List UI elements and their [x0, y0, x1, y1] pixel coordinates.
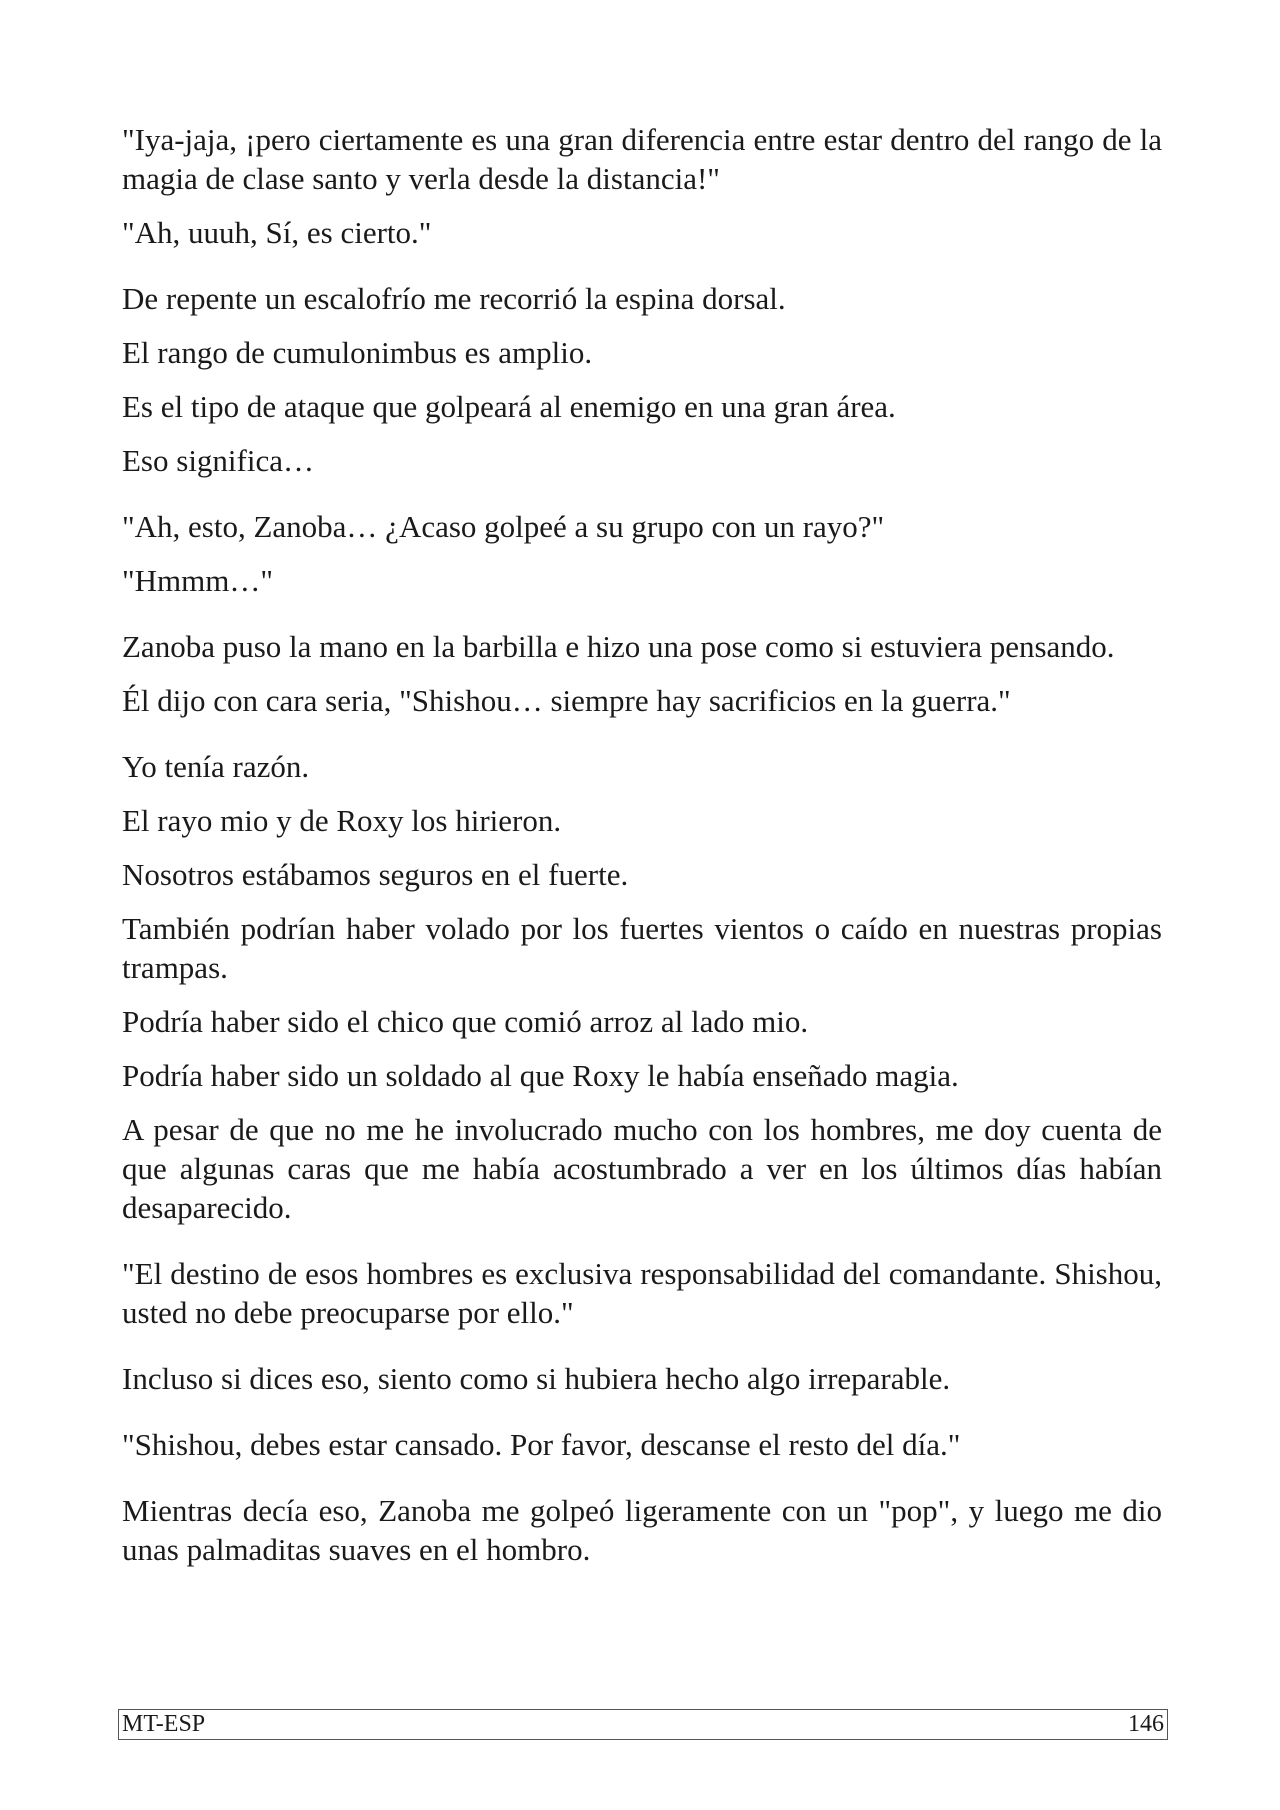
paragraph-19: Incluso si dices eso, siento como si hubiera hecho algo irreparable. [122, 1361, 951, 1396]
paragraph-5: Es el tipo de ataque que golpeará al enemigo en una gran área. [122, 389, 896, 424]
paragraph-1: "Iya-jaja, ¡pero ciertamente es una gran diferencia entre estar dentro del rango de la magia de clase santo y verla desde la distancia!" [122, 122, 1162, 196]
paragraph-8: "Hmmm…" [122, 563, 274, 598]
page-body [122, 120, 1162, 1569]
paragraph-15: Podría haber sido el chico que comió arroz al lado mio. [122, 1004, 809, 1039]
paragraph-13: Nosotros estábamos seguros en el fuerte. [122, 857, 629, 892]
paragraph-11: Yo tenía razón. [122, 749, 310, 784]
paragraph-17: A pesar de que no me he involucrado mucho con los hombres, me doy cuenta de que algunas caras que me había acostumbrado a ver en los últimos días habían desaparecido. [122, 1112, 1162, 1225]
paragraph-18: "El destino de esos hombres es exclusiva responsabilidad del comandante. Shishou, usted no debe preocuparse por ello." [122, 1256, 1162, 1330]
paragraph-14: También podrían haber volado por los fuertes vientos o caído en nuestras propias trampas. [122, 911, 1162, 985]
paragraph-4: El rango de cumulonimbus es amplio. [122, 335, 593, 370]
paragraph-21: Mientras decía eso, Zanoba me golpeó ligeramente con un "pop", y luego me dio unas palmaditas suaves en el hombro. [122, 1493, 1162, 1567]
paragraph-6: Eso significa… [122, 443, 314, 478]
paragraph-20: "Shishou, debes estar cansado. Por favor, descanse el resto del día." [122, 1427, 961, 1462]
paragraph-7: "Ah, esto, Zanoba… ¿Acaso golpeé a su grupo con un rayo?" [122, 509, 885, 544]
paragraph-10: Él dijo con cara seria, "Shishou… siempre hay sacrificios en la guerra." [122, 683, 1011, 718]
paragraph-2: "Ah, uuuh, Sí, es cierto." [122, 215, 432, 250]
page-number: 146 [1128, 1711, 1164, 1737]
paragraph-12: El rayo mio y de Roxy los hirieron. [122, 803, 562, 838]
page-footer [118, 1709, 1168, 1740]
paragraph-16: Podría haber sido un soldado al que Roxy le había enseñado magia. [122, 1058, 959, 1093]
paragraph-9: Zanoba puso la mano en la barbilla e hizo una pose como si estuviera pensando. [122, 629, 1115, 664]
footer-label: MT-ESP [122, 1711, 206, 1737]
paragraph-3: De repente un escalofrío me recorrió la espina dorsal. [122, 281, 786, 316]
